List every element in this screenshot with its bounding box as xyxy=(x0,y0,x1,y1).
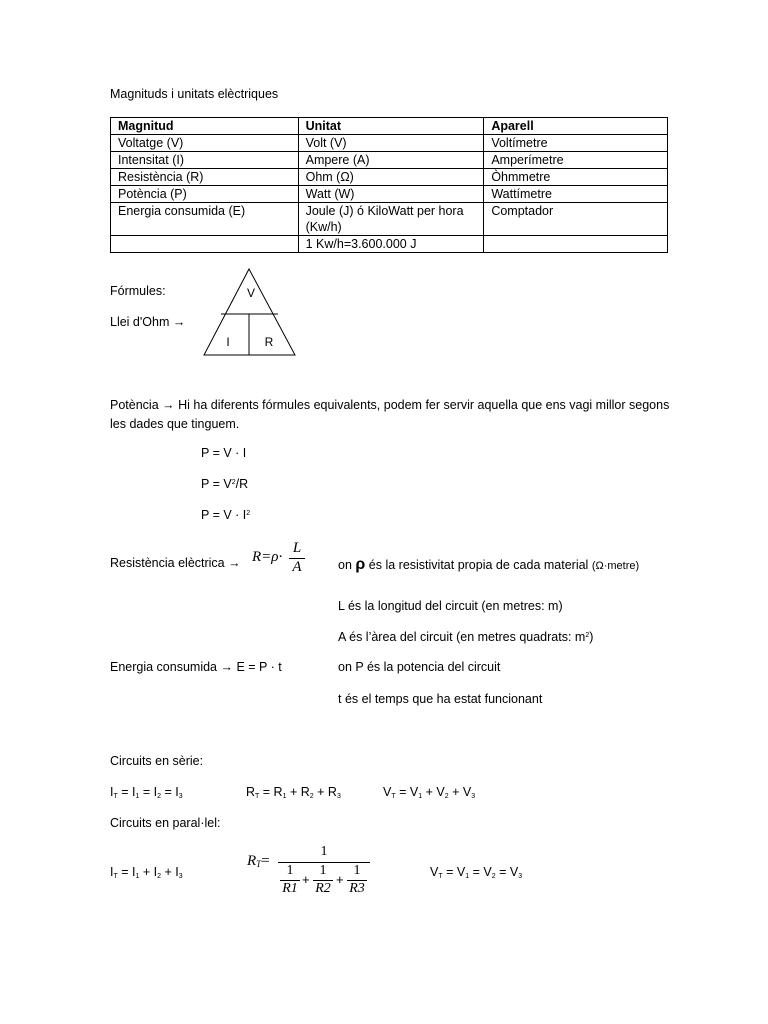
header-aparell: Aparell xyxy=(484,118,668,135)
inner-den-r1: R1 xyxy=(282,881,298,896)
formules-label: Fórmules: xyxy=(110,284,166,298)
table-row xyxy=(111,186,668,203)
cell: 1 Kw/h=3.600.000 J xyxy=(298,236,484,253)
table-row xyxy=(111,203,668,236)
plus-sign: + xyxy=(302,872,310,887)
formula-p2: $P = V^2/R$ xyxy=(201,477,249,491)
serie-voltage-eq: $V_T = V_1 + V_2 + V_3$ xyxy=(383,785,476,800)
rho-symbol: ρ xyxy=(355,556,366,573)
cell: Watt (W) xyxy=(298,186,484,203)
table-row xyxy=(111,236,668,253)
ohm-label: Llei d'Ohm → xyxy=(110,315,186,329)
ohm-triangle xyxy=(200,266,300,358)
cell: Voltatge (V) xyxy=(111,135,299,152)
energia-p-text: on P és la potencia del circuit xyxy=(338,660,501,674)
cell: Voltímetre xyxy=(484,135,668,152)
cell: Comptador xyxy=(484,203,668,236)
header-unitat: Unitat xyxy=(298,118,484,135)
area-text: A és l’àrea del circuit (en metres quadrats: $m^2$) xyxy=(338,630,594,644)
cell: Ohm (Ω) xyxy=(298,169,484,186)
serie-resistance-eq: $R_T = R_1 + R_2 + R_3$ xyxy=(246,785,341,800)
cell: Amperímetre xyxy=(484,152,668,169)
cell: Resistència (R) xyxy=(111,169,299,186)
cell: Potència (P) xyxy=(111,186,299,203)
formula-p1: P = V · I xyxy=(201,446,247,460)
rho-line: on ρ és la resistivitat propia de cada material (Ω·metre) xyxy=(338,556,640,573)
units-table xyxy=(110,117,668,253)
table-row xyxy=(111,152,668,169)
parallel-num-one: 1 xyxy=(320,844,328,859)
cell: Joule (J) ó KiloWatt per hora (Kw/h) xyxy=(298,203,484,236)
triangle-i: I xyxy=(226,335,230,349)
table-row xyxy=(111,135,668,152)
cell xyxy=(484,236,668,253)
table-row xyxy=(111,169,668,186)
cell: Ampere (A) xyxy=(298,152,484,169)
resistencia-label: Resistència elèctrica → xyxy=(110,556,241,570)
cell: Òhmmetre xyxy=(484,169,668,186)
triangle-v: V xyxy=(246,286,256,300)
potencia-text: Potència → Hi ha diferents fórmules equivalents, podem fer servir aquella que ens vagi millor segons les dades que tinguem. xyxy=(110,398,670,431)
page-title: Magnituds i unitats elèctriques xyxy=(110,87,279,101)
resistance-den: A xyxy=(292,559,302,575)
plus-sign: + xyxy=(336,872,344,887)
serie-current-eq: $I_T = I_1 = I_2 = I_3$ xyxy=(110,785,183,800)
parallel-voltage-eq: $V_T = V_1 = V_2 = V_3$ xyxy=(430,865,523,880)
length-text: L és la longitud del circuit (en metres: m) xyxy=(338,599,563,613)
parallel-label: Circuits en paral·lel: xyxy=(110,816,221,830)
header-magnitud: Magnitud xyxy=(111,118,299,135)
formula-p3: $P = V \cdot I^2$ xyxy=(201,508,251,522)
resistance-formula-lhs: R=ρ· xyxy=(252,549,283,565)
cell: Volt (V) xyxy=(298,135,484,152)
serie-label: Circuits en sèrie: xyxy=(110,754,204,768)
parallel-r-lhs: $R_T=$ xyxy=(247,853,270,869)
cell xyxy=(111,236,299,253)
energia-t-text: t és el temps que ha estat funcionant xyxy=(338,692,543,706)
inner-num-one: 1 xyxy=(353,863,361,878)
table-header-row xyxy=(111,118,668,135)
inner-den-r3: R3 xyxy=(349,881,365,896)
inner-den-r2: R2 xyxy=(315,881,331,896)
triangle-r: R xyxy=(264,335,274,349)
energia-label: Energia consumida → E = P · t xyxy=(110,660,282,674)
inner-num-one: 1 xyxy=(286,863,294,878)
inner-num-one: 1 xyxy=(319,863,327,878)
resistance-num: L xyxy=(292,540,302,556)
cell: Energia consumida (E) xyxy=(111,203,299,236)
cell: Wattímetre xyxy=(484,186,668,203)
parallel-current-eq: $I_T = I_1 + I_2 + I_3$ xyxy=(110,865,183,880)
cell: Intensitat (I) xyxy=(111,152,299,169)
